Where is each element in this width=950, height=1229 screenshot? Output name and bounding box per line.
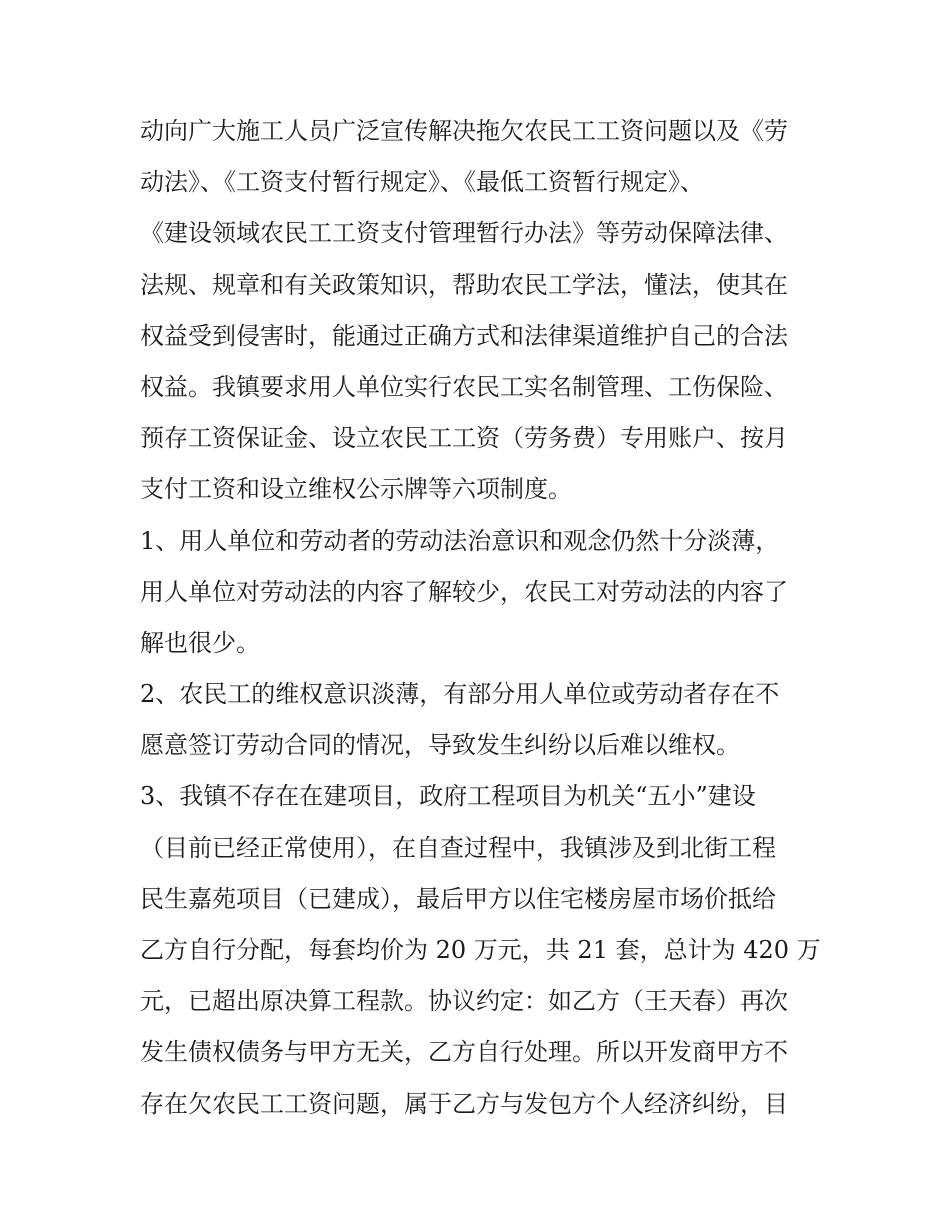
text-line: （目前已经正常使用），在自查过程中，我镇涉及到北街工程 [140,833,776,862]
text-line: 权益。我镇要求用人单位实行农民工实名制管理、工伤保险、 [140,372,788,401]
text-line: 权益受到侵害时，能通过正确方式和法律渠道维护自己的合法 [140,321,788,350]
list-item-1-line: 1、用人单位和劳动者的劳动法治意识和观念仍然十分淡薄， [140,526,780,555]
text-line: 支付工资和设立维权公示牌等六项制度。 [140,475,572,504]
text-line: 《建设领域农民工工资支付管理暂行办法》等劳动保障法律、 [140,219,788,248]
text-line: 法规、规章和有关政策知识，帮助农民工学法，懂法，使其在 [140,270,788,299]
body-text [140,106,820,1130]
text-line: 乙方自行分配，每套均价为 20 万元，共 21 套，总计为 420 万 [140,936,821,964]
text-line: 发生债权债务与甲方无关，乙方自行处理。所以开发商甲方不 [140,1038,788,1067]
text-line: 存在欠农民工工资问题，属于乙方与发包方个人经济纠纷，目 [140,1089,788,1118]
text-line: 动向广大施工人员广泛宣传解决拖欠农民工工资问题以及《劳 [140,117,788,145]
text-line: 预存工资保证金、设立农民工工资（劳务费）专用账户、按月 [140,424,788,453]
list-item-2-line: 2、农民工的维权意识淡薄，有部分用人单位或劳动者存在不 [140,680,780,709]
text-line: 动法》、《工资支付暂行规定》、《最低工资暂行规定》、 [140,168,704,197]
text-line: 解也很少。 [140,628,260,657]
text-line: 元，已超出原决算工程款。协议约定：如乙方（王天春）再次 [140,987,788,1016]
text-line: 用人单位对劳动法的内容了解较少，农民工对劳动法的内容了 [140,577,788,606]
text-line: 民生嘉苑项目（已建成），最后甲方以住宅楼房屋市场价抵给 [140,884,776,913]
text-line: 愿意签订劳动合同的情况，导致发生纠纷以后难以维权。 [140,731,740,760]
list-item-3-line: 3、我镇不存在在建项目，政府工程项目为机关“五小”建设 [140,782,756,811]
